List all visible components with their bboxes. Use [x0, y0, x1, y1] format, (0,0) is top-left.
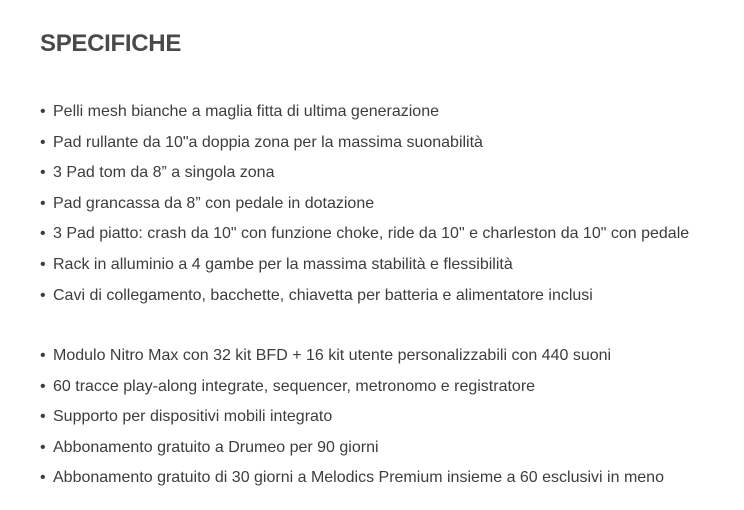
- bullet-icon: •: [40, 133, 46, 151]
- bullet-icon: •: [40, 438, 46, 456]
- spec-item-text: 60 tracce play-along integrate, sequencer, metronomo e registratore: [53, 377, 536, 395]
- spec-item-text: 3 Pad piatto: crash da 10" con funzione choke, ride da 10" e charleston da 10" con pedale: [53, 225, 690, 243]
- spec-item: [40, 433, 664, 464]
- spec-item: [40, 402, 664, 433]
- bullet-icon: •: [40, 255, 46, 273]
- spec-list-features: [40, 341, 664, 494]
- bullet-icon: •: [40, 469, 46, 487]
- spec-item: [40, 189, 689, 220]
- spec-item-text: Cavi di collegamento, bacchette, chiavetta per batteria e alimentatore inclusi: [53, 286, 593, 304]
- spec-item-text: Abbonamento gratuito di 30 giorni a Melodics Premium insieme a 60 esclusivi in meno: [53, 469, 664, 487]
- spec-item: [40, 341, 664, 372]
- bullet-icon: •: [40, 377, 46, 395]
- bullet-icon: •: [40, 225, 46, 243]
- bullet-icon: •: [40, 164, 46, 182]
- spec-item: [40, 128, 689, 159]
- bullet-icon: •: [40, 194, 46, 212]
- spec-item-text: Abbonamento gratuito a Drumeo per 90 giorni: [53, 438, 379, 456]
- spec-item-text: Rack in alluminio a 4 gambe per la massima stabilità e flessibilità: [53, 255, 513, 273]
- spec-item-text: Pad grancassa da 8” con pedale in dotazione: [53, 194, 375, 212]
- spec-item: [40, 158, 689, 189]
- spec-list-hardware: [40, 97, 689, 311]
- spec-item-text: 3 Pad tom da 8” a singola zona: [53, 164, 275, 182]
- bullet-icon: •: [40, 347, 46, 364]
- spec-item: [40, 372, 664, 403]
- spec-item: [40, 463, 664, 494]
- spec-item-text: Modulo Nitro Max con 32 kit BFD + 16 kit utente personalizzabili con 440 suoni: [53, 347, 612, 364]
- spec-item: [40, 219, 689, 250]
- spec-item-text: Supporto per dispositivi mobili integrato: [53, 408, 333, 426]
- bullet-icon: •: [40, 408, 46, 426]
- bullet-icon: •: [40, 103, 46, 120]
- section-title: SPECIFICHE: [40, 30, 182, 57]
- spec-item: [40, 97, 689, 128]
- spec-item-text: Pad rullante da 10"a doppia zona per la massima suonabilità: [53, 133, 483, 151]
- spec-item: [40, 281, 689, 312]
- spec-item: [40, 250, 689, 281]
- spec-item-text: Pelli mesh bianche a maglia fitta di ultima generazione: [53, 103, 439, 120]
- bullet-icon: •: [40, 286, 46, 304]
